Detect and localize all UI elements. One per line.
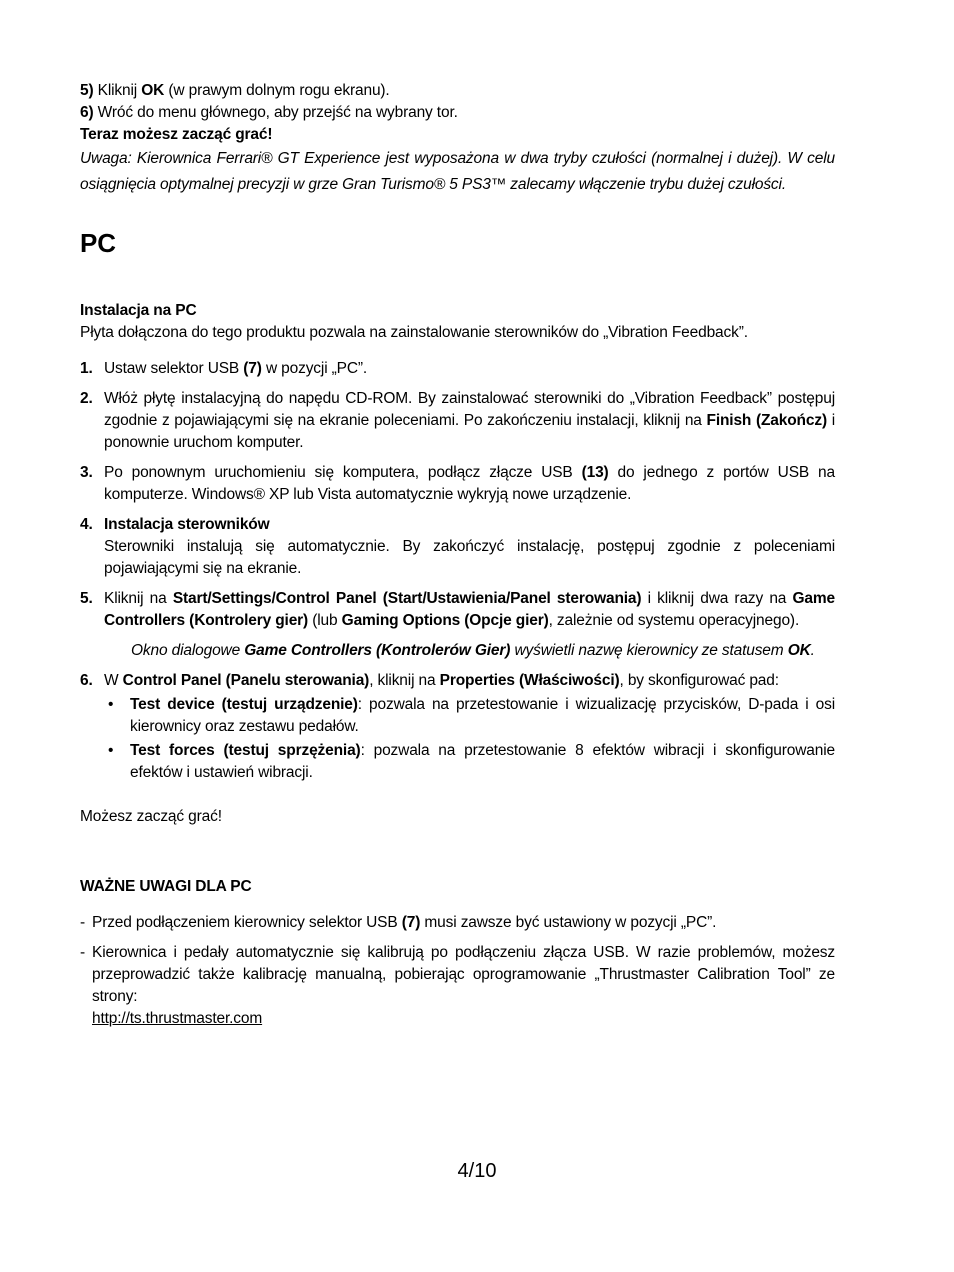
step5-line bbox=[80, 80, 835, 102]
play-now-line bbox=[80, 124, 835, 146]
step6-text: Wróć do menu głównego, aby przejść na wybrany tor. bbox=[97, 104, 458, 121]
step-bold: Gaming Options (Opcje gier) bbox=[341, 612, 549, 629]
note-1 bbox=[80, 912, 835, 934]
play-line: Możesz zacząć grać! bbox=[80, 808, 222, 825]
dash-mark: - bbox=[80, 944, 86, 961]
install-intro: Płyta dołączona do tego produktu pozwala na zainstalowanie sterowników do „Vibration Feedback”. bbox=[80, 324, 748, 341]
step-number: 3. bbox=[80, 464, 93, 481]
step-text: (lub bbox=[312, 612, 338, 629]
install-step-6 bbox=[80, 670, 835, 784]
bullet-bold: Test device (testuj urządzenie) bbox=[130, 696, 358, 713]
step-bold: (7) bbox=[243, 360, 262, 377]
step-title: Instalacja sterowników bbox=[104, 516, 270, 533]
bullet-test-forces bbox=[104, 740, 835, 784]
bullet-test-device bbox=[104, 694, 835, 738]
install-step-4 bbox=[80, 514, 835, 580]
sensitivity-note: Uwaga: Kierownica Ferrari® GT Experience jest wyposażona w dwa tryby czułości (normalnej i dużej). W celu osiągnięcia optymalnej precyzji w grze Gran Turismo® 5 PS3™ zalecamy włączenie trybu dużej czułości. bbox=[80, 150, 835, 193]
step-text: Sterowniki instalują się automatycznie. By zakończyć instalację, postępuj zgodnie z poleceniami pojawiającymi się na ekranie. bbox=[104, 538, 835, 577]
step-number: 6. bbox=[80, 672, 93, 689]
install-step-2 bbox=[80, 388, 835, 454]
note-2 bbox=[80, 942, 835, 1030]
note-bold: (7) bbox=[401, 914, 421, 931]
step5-text-a: Kliknij bbox=[97, 82, 138, 99]
step-text: , zależnie od systemu operacyjnego). bbox=[548, 612, 800, 629]
bullet-dot: • bbox=[108, 696, 114, 713]
step-text: Po ponownym uruchomieniu się komputera, podłącz złącze USB bbox=[104, 464, 573, 481]
step6-number: 6) bbox=[80, 104, 94, 121]
dash-mark: - bbox=[80, 914, 86, 931]
step-bold: Game Controllers (Kontrolery gier) bbox=[104, 590, 835, 629]
note-text: Kierownica i pedały automatycznie się kalibrują po podłączeniu złącza USB. W razie problemów, możesz przeprowadzić także kalibrację manualną, pobierając oprogramowanie „Thrustmaster Calibration Tool” ze strony: bbox=[92, 944, 835, 1005]
step-bold: (13) bbox=[581, 464, 609, 481]
bullet-dot: • bbox=[108, 742, 114, 759]
bullet-text: : pozwala na przetestowanie i wizualizację przycisków, D-pada i osi kierownicy oraz zestawu pedałów. bbox=[130, 696, 835, 735]
step6-line bbox=[80, 102, 835, 124]
install-step-5 bbox=[80, 588, 835, 632]
step-6-bullets bbox=[104, 694, 835, 784]
step-text: Kliknij na bbox=[104, 590, 167, 607]
step-number: 5. bbox=[80, 590, 93, 607]
install-steps bbox=[80, 358, 835, 784]
step5-number: 5) bbox=[80, 82, 94, 99]
bullet-text: : pozwala na przetestowanie 8 efektów wibracji i skonfigurowanie efektów i ustawień wibracji. bbox=[130, 742, 835, 781]
play-now-text: Teraz możesz zacząć grać! bbox=[80, 126, 273, 143]
install-step-1 bbox=[80, 358, 835, 380]
step-bold: Properties (Właściwości) bbox=[439, 672, 620, 689]
notes-title: WAŻNE UWAGI DLA PC bbox=[80, 878, 252, 895]
install-step-5-note bbox=[80, 640, 835, 662]
install-title: Instalacja na PC bbox=[80, 302, 197, 319]
document-page bbox=[80, 80, 835, 1038]
step-text: Ustaw selektor USB bbox=[104, 360, 240, 377]
step-text: , by skonfigurować pad: bbox=[619, 672, 779, 689]
bullet-bold: Test forces (testuj sprzężenia) bbox=[130, 742, 361, 759]
step-number: 2. bbox=[80, 390, 93, 407]
step-number: 1. bbox=[80, 360, 93, 377]
note-text: . bbox=[810, 642, 815, 659]
step-text: , kliknij na bbox=[369, 672, 436, 689]
step-bold: Finish (Zakończ) bbox=[706, 412, 827, 429]
step5-text-b: (w prawym dolnym rogu ekranu). bbox=[168, 82, 390, 99]
step-text: w pozycji „PC”. bbox=[265, 360, 368, 377]
step5-ok: OK bbox=[141, 82, 165, 99]
note-bold: OK bbox=[787, 642, 811, 659]
step-text: do jednego z portów USB na komputerze. Windows® XP lub Vista automatycznie wykryją nowe urządzenie. bbox=[104, 464, 835, 503]
thrustmaster-link[interactable]: http://ts.thrustmaster.com bbox=[92, 1010, 263, 1027]
step-number: 4. bbox=[80, 516, 93, 533]
step-text: W bbox=[104, 672, 119, 689]
pc-heading: PC bbox=[80, 228, 116, 258]
install-step-3 bbox=[80, 462, 835, 506]
note-bold: Game Controllers (Kontrolerów Gier) bbox=[244, 642, 511, 659]
step-text: i kliknij dwa razy na bbox=[647, 590, 787, 607]
note-text: Przed podłączeniem kierownicy selektor USB bbox=[92, 914, 398, 931]
step-bold: Start/Settings/Control Panel (Start/Ustawienia/Panel sterowania) bbox=[172, 590, 642, 607]
page-number: 4/10 bbox=[457, 1160, 497, 1182]
step-text: Włóż płytę instalacyjną do napędu CD-ROM. By zainstalować sterowniki do „Vibration Feedback” postępuj zgodnie z pojawiającymi się na ekranie poleceniami. Po zakończeniu instalacji, kliknij na bbox=[104, 390, 835, 429]
step-text: i ponownie uruchom komputer. bbox=[104, 412, 835, 451]
step-bold: Control Panel (Panelu sterowania) bbox=[122, 672, 370, 689]
note-text: musi zawsze być ustawiony w pozycji „PC”. bbox=[424, 914, 717, 931]
note-text: Okno dialogowe bbox=[131, 642, 241, 659]
note-text: wyświetli nazwę kierownicy ze statusem bbox=[514, 642, 784, 659]
